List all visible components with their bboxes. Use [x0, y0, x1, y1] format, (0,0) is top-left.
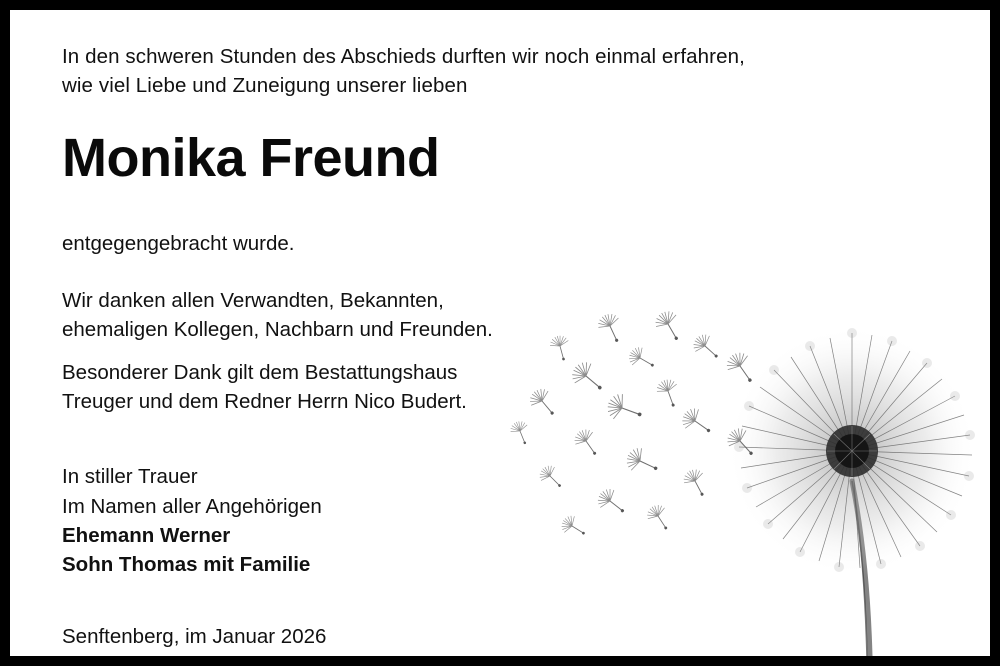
after-name-line: entgegengebracht wurde.: [62, 231, 295, 255]
special-thanks-line-1: Besonderer Dank gilt dem Bestattungshaus: [62, 361, 458, 385]
mourning-line-2: Im Namen aller Angehörigen: [62, 494, 322, 518]
place-and-date: Senftenberg, im Januar 2026: [62, 624, 327, 648]
thanks-text: [62, 286, 942, 344]
intro-line-2: wie viel Liebe und Zuneigung unserer lieben: [62, 74, 468, 98]
family-line-1: Ehemann Werner: [62, 523, 231, 547]
intro-text: [62, 42, 942, 100]
family-line-2: Sohn Thomas mit Familie: [62, 552, 311, 576]
intro-line-1: In den schweren Stunden des Abschieds durften wir noch einmal erfahren,: [62, 45, 745, 68]
mourning-text: [62, 462, 942, 578]
mourning-line-1: In stiller Trauer: [62, 465, 198, 489]
special-thanks-text: [62, 358, 942, 416]
notice-inner: [10, 10, 990, 656]
thanks-line-1: Wir danken allen Verwandten, Bekannten,: [62, 289, 444, 313]
special-thanks-line-2: Treuger und dem Redner Herrn Nico Budert.: [62, 390, 467, 414]
thanks-line-2: ehemaligen Kollegen, Nachbarn und Freunden.: [62, 318, 493, 342]
deceased-name: Monika Freund: [62, 128, 440, 189]
notice-text: [62, 42, 942, 649]
after-name-text: [62, 229, 942, 258]
